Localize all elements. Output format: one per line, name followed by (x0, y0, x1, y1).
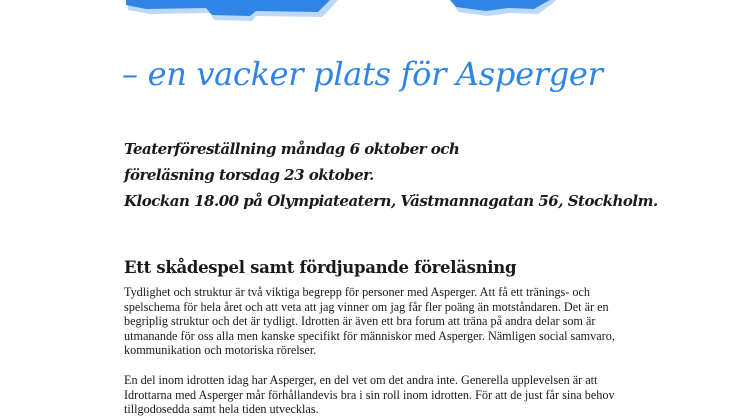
body-paragraph (124, 285, 620, 358)
event-details (124, 136, 658, 214)
event-date-theatre: Teaterföreställning måndag 6 oktober och (124, 140, 460, 158)
paragraph-line: begriplig struktur och det är tydligt. Idrotten är även ett bra forum att träna på andra delar som är (124, 314, 596, 329)
banner-logo-graphic (0, 0, 746, 22)
paragraph-line: kommunikation och motoriska rörelser. (124, 343, 317, 358)
paragraph-line: En del inom idrotten idag har Asperger, en del vet om det andra inte. Generella upplevelsen är att (124, 373, 598, 387)
page-subtitle: – en vacker plats för Asperger (122, 55, 603, 93)
event-date-lecture: föreläsning torsdag 23 oktober. (124, 166, 374, 184)
section-heading: Ett skådespel samt fördjupande föreläsning (124, 258, 517, 277)
paragraph-line: Tydlighet och struktur är två viktiga begrepp för personer med Asperger. Att få ett tränings- och (124, 285, 590, 299)
paragraph-line: spelschema för hela året och att veta att jag vinner om jag får fler poäng än motståndaren. Det är en (124, 299, 609, 314)
event-time-location: Klockan 18.00 på Olympiateatern, Västmannagatan 56, Stockholm. (124, 192, 658, 210)
paragraph-line: tillgodosedda samt hela tiden utvecklas. (124, 402, 319, 417)
paragraph-line: Idrottarna med Asperger mår förhållandevis bra i sin roll inom idrotten. För att de just får sina behov (124, 387, 615, 402)
body-paragraph (124, 373, 620, 417)
paragraph-line: utmanande för oss alla men kanske specifikt för människor med Asperger. Nämligen social samvaro, (124, 328, 615, 343)
